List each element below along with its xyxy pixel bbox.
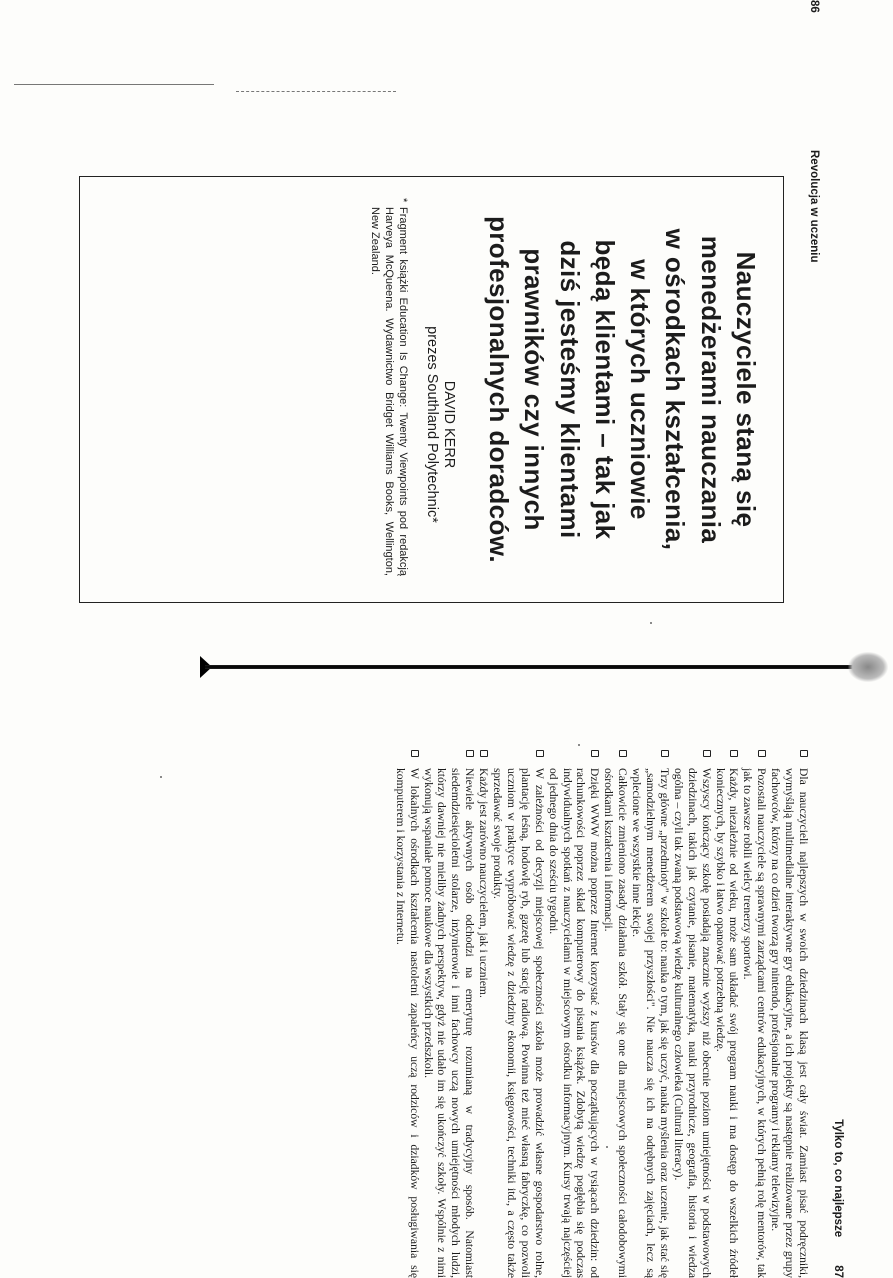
quote-author-block: [423, 177, 457, 602]
running-head-title: Revolucja w uczeniu: [808, 150, 820, 263]
running-head-86: [804, 0, 824, 650]
page-86: [64, 0, 824, 650]
list-item: Wszyscy kończący szkołę posiadają znacznie wyższy niż obecnie poziom umiejętności w podstawowych dziedzinach, takich jak czytanie, pisanie, matematyka, nauki przyrodnicze, geografia, historia i wiedza ogólna – czyli tak zwaną podstawową wiedzę kulturalnego człowieka (Cultural literacy).: [671, 748, 713, 1278]
quote-line: Nauczyciele staną się: [731, 251, 761, 528]
list-item: Każdy, niezależnie od wieku, może sam układać swój program nauki i ma dostęp do wszelkich źródeł koniecznych, by szybko i łatwo opanować potrzebną wiedzę.: [713, 748, 741, 1278]
checkbox-bullet-icon: [536, 750, 544, 757]
list-item: W lokalnych ośrodkach kształcenia nastoletni zapaleńcy uczą rodziców i dziadków posługiwania się komputerem i korzystania z Internetu.: [393, 748, 421, 1278]
book-fold-shadow: [848, 652, 888, 682]
list-item: Dla nauczycieli najlepszych w swoich dziedzinach klasą jest cały świat. Zamiast pisać podręczniki, wymyślają multimedialne interaktywne gry edukacyjne, a ich projekty są następnie realizowane przez grupy fachowców, którzy na co dzień tworzą gry nintendo, profesjonalne programy i reklamy telewizyjne.: [768, 748, 810, 1278]
page-number: 86: [808, 0, 820, 13]
quote-line: profesjonalnych doradców.: [483, 215, 514, 564]
bullet-list: [393, 748, 810, 1278]
checkbox-bullet-icon: [800, 750, 808, 757]
quote-line: w ośrodkach kształcenia,: [660, 228, 691, 551]
quote-line: prawników czy innych: [519, 248, 550, 531]
quote-line: w których uczniowie: [625, 259, 656, 520]
list-item: Trzy główne „przedmioty" w szkole to: nauka o tym, jak się uczyć, nauka myślenia oraz uczenie, jak stać się „samodzielnym menedżerem swojej przyszłości". Nie naucza się ich na odrębnych zajęciach, lecz są wplecione we wszystkie inne lekcje.: [629, 748, 671, 1278]
quote-line: menedżerami nauczania: [695, 235, 726, 544]
list-item: Niewiele aktywnych osób odchodzi na emeryturę rozumianą w tradycyjny sposób. Natomiast siedemdziesięcioletni stolarze, inżynierowie i inni fachowcy uczą nowych umiejętności młodych ludzi, którzy dawniej nie mieliby żadnych perspektyw, gdyż nie udało im się ukończyć szkoły. Wspólnie z nimi wykonują wspaniałe pomoce naukowe dla wszystkich przedszkoli.: [421, 748, 477, 1278]
checkbox-bullet-icon: [619, 750, 627, 757]
list-item: W zależności od decyzji miejscowej społeczności szkoła może prowadzić własne gospodarstwo rolne, plantację leśną, hodowlę ryb, gazetę lub stację radiową. Powinna też mieć własną fabryczkę, co pozwoli uczniom w praktyce wypróbować wiedzę z dziedziny ekonomii, księgowości, techniki itd., a często także sprzedawać swoje produkty.: [490, 748, 546, 1278]
book-fold-line: [205, 665, 860, 669]
pull-quote: [481, 177, 763, 602]
footnote: [368, 198, 410, 576]
list-item: Dzięki WWW można poprzez Internet korzystać z kursów dla początkujących w tysiącach dziedzin: od rachunkowości poprzez skład komputerowy do pisania książek. Zdobytą wiedzę pogłębia się podczas indywidualnych spotkań z nauczycielami w miejscowym ośrodku informacyjnym. Kursy trwają najczęściej od jednego dnia do sześciu tygodni.: [546, 748, 602, 1278]
quote-box: [79, 176, 784, 603]
page-number: 87: [832, 1265, 844, 1278]
footnote-mark: *: [396, 198, 409, 203]
scan-speck: [578, 744, 580, 746]
author-title: prezes Southland Polytechnic*: [423, 326, 440, 523]
checkbox-bullet-icon: [730, 750, 738, 757]
checkbox-bullet-icon: [661, 750, 669, 757]
checkbox-bullet-icon: [703, 750, 711, 757]
checkbox-bullet-icon: [411, 750, 419, 757]
list-item: Każdy jest zarówno nauczycielem, jak i uczniem.: [476, 748, 490, 1278]
running-head-title: Tylko to, co najlepsze: [832, 1119, 844, 1238]
author-name: DAVID KERR: [440, 380, 457, 469]
checkbox-bullet-icon: [480, 750, 488, 757]
quote-line: dziś jesteśmy klientami: [554, 240, 585, 539]
running-head-87: [828, 748, 848, 1278]
list-item: Pozostali nauczyciele są sprawnymi zarządcami centrów edukacyjnych, w których pełnią rolę mentorów, tak jak to zawsze robili wielcy trenerzy sportowi.: [740, 748, 768, 1278]
quote-line: będą klientami – tak jak: [589, 239, 620, 540]
checkbox-bullet-icon: [758, 750, 766, 757]
list-item: Całkowicie zmieniono zasady działania szkół. Stały się one dla miejscowych społeczności całodobowymi ośrodkami kształcenia i informacji.: [601, 748, 629, 1278]
checkbox-bullet-icon: [466, 750, 474, 757]
footnote-text: Fragment książki Education Is Change: Twenty Viewpoints pod redakcją Harveya McQueena. Wydawnictwo Bridget Williams Books, Wellington, New Zealand.: [368, 207, 409, 576]
checkbox-bullet-icon: [591, 750, 599, 757]
page-87: [28, 748, 848, 1278]
